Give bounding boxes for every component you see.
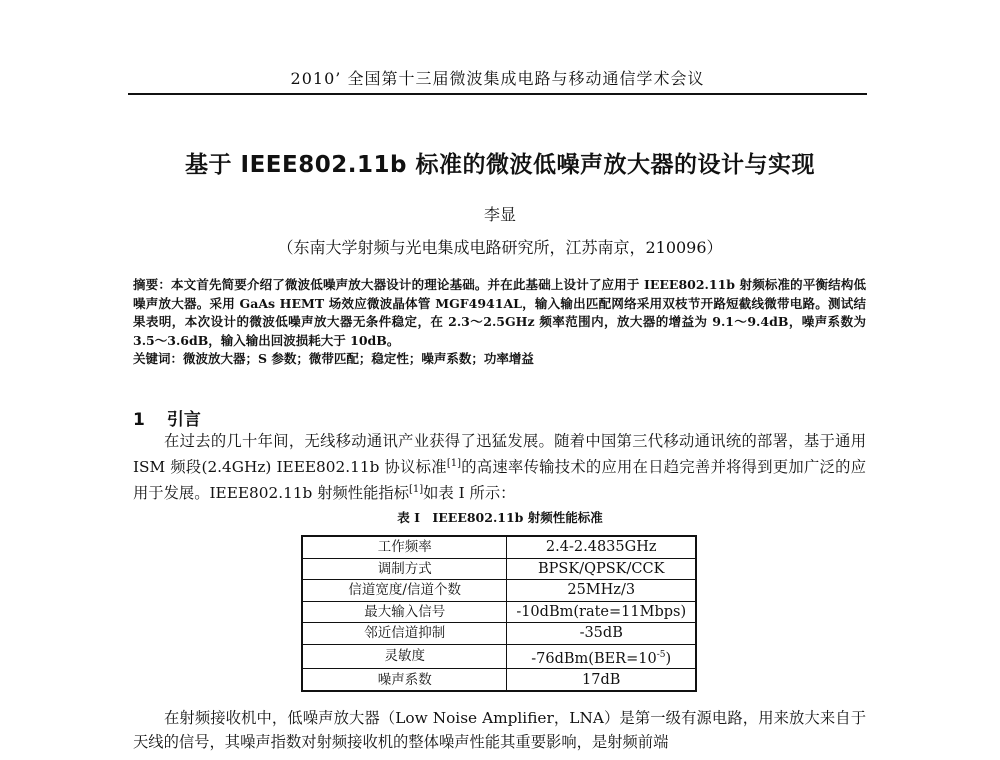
table-cell-value: -35dB (507, 623, 696, 645)
paper-author: 李显 (483, 205, 516, 224)
table-cell-param: 调制方式 (302, 558, 507, 580)
table-row (302, 623, 696, 645)
table-cell-value: 2.4-2.4835GHz (507, 536, 696, 558)
abstract-block (133, 276, 866, 369)
citation-ref: [1] (409, 483, 424, 495)
table-row (302, 601, 696, 623)
citation-ref: [1] (446, 457, 461, 469)
sensitivity-close: ) (665, 650, 672, 667)
sensitivity-value: -76dBm(BER=10 (531, 650, 657, 667)
table-cell-value: 17dB (507, 669, 696, 691)
table-cell-param: 灵敏度 (302, 644, 507, 669)
intro-text-a: 在过去的几十年间，无线移动通讯产业获得了迅猛发展。随着中国第三代移动通讯统的部署，基于通用 ISM 频段(2.4GHz) IEEE802.11b 协议标准 (133, 432, 866, 476)
section-title-text: 引言 (166, 410, 201, 430)
table-row (302, 644, 696, 669)
table-cell-param: 噪声系数 (302, 669, 507, 691)
section-number: 1 (133, 410, 145, 430)
section-heading (133, 405, 201, 430)
table-cell-param: 邻近信道抑制 (302, 623, 507, 645)
keywords-label: 关键词： (133, 351, 184, 367)
spec-table (301, 535, 697, 692)
table-cell-value: BPSK/QPSK/CCK (507, 558, 696, 580)
lna-paragraph: 在射频接收机中，低噪声放大器（Low Noise Amplifier，LNA）是第一级有源电路，用来放大来自于天线的信号，其噪声指数对射频接收机的整体噪声性能其重要影响，是射频前端 (133, 709, 866, 751)
table-cell-value: -10dBm(rate=11Mbps) (507, 601, 696, 623)
table-cell-value: 25MHz/3 (507, 580, 696, 602)
table-cell-param: 信道宽度/信道个数 (302, 580, 507, 602)
table-row (302, 536, 696, 558)
intro-text-c: 如表 I 所示： (423, 483, 516, 502)
abstract-body: 本文首先简要介绍了微波低噪声放大器设计的理论基础。并在此基础上设计了应用于 IEEE802.11b 射频标准的平衡结构低噪声放大器。采用 GaAs HEMT 场效应微波晶体管 MGF4941AL，输入输出匹配网络采用双枝节开路短截线微带电路。测试结果表明，本次设计的微波低噪声放大器无条件稳定，在 2.3～2.5GHz 频率范围内，放大器的增益为 9.1～9.4dB，噪声系数为 3.5～3.6dB，输入输出回波损耗大于 10dB。 (133, 277, 866, 348)
intro-paragraph (133, 430, 866, 504)
keywords (133, 350, 866, 369)
paper-affiliation: （东南大学射频与光电集成电路研究所，江苏南京，210096） (277, 238, 723, 257)
abstract-label: 摘要： (133, 277, 171, 292)
header-rule (128, 93, 867, 95)
paper-title: 基于 IEEE802.11b 标准的微波低噪声放大器的设计与实现 (185, 152, 815, 178)
conference-header: 2010’ 全国第十三届微波集成电路与移动通信学术会议 (290, 69, 705, 88)
abstract-text (133, 276, 866, 350)
table-cell-value (507, 644, 696, 669)
table-row (302, 558, 696, 580)
table-cell-param: 工作频率 (302, 536, 507, 558)
keywords-list: 微波放大器；S 参数；微带匹配；稳定性；噪声系数；功率增益 (183, 351, 534, 367)
sensitivity-exponent: -5 (656, 649, 666, 660)
table-caption: 表 I IEEE802.11b 射频性能标准 (397, 510, 603, 525)
table-row (302, 669, 696, 691)
table-cell-param: 最大输入信号 (302, 601, 507, 623)
table-row (302, 580, 696, 602)
intro-text-b: 的高速率传输技术的应用在日趋完善并将得到更加广泛的应用于发展。IEEE802.11b 射频性能指标 (133, 457, 866, 502)
